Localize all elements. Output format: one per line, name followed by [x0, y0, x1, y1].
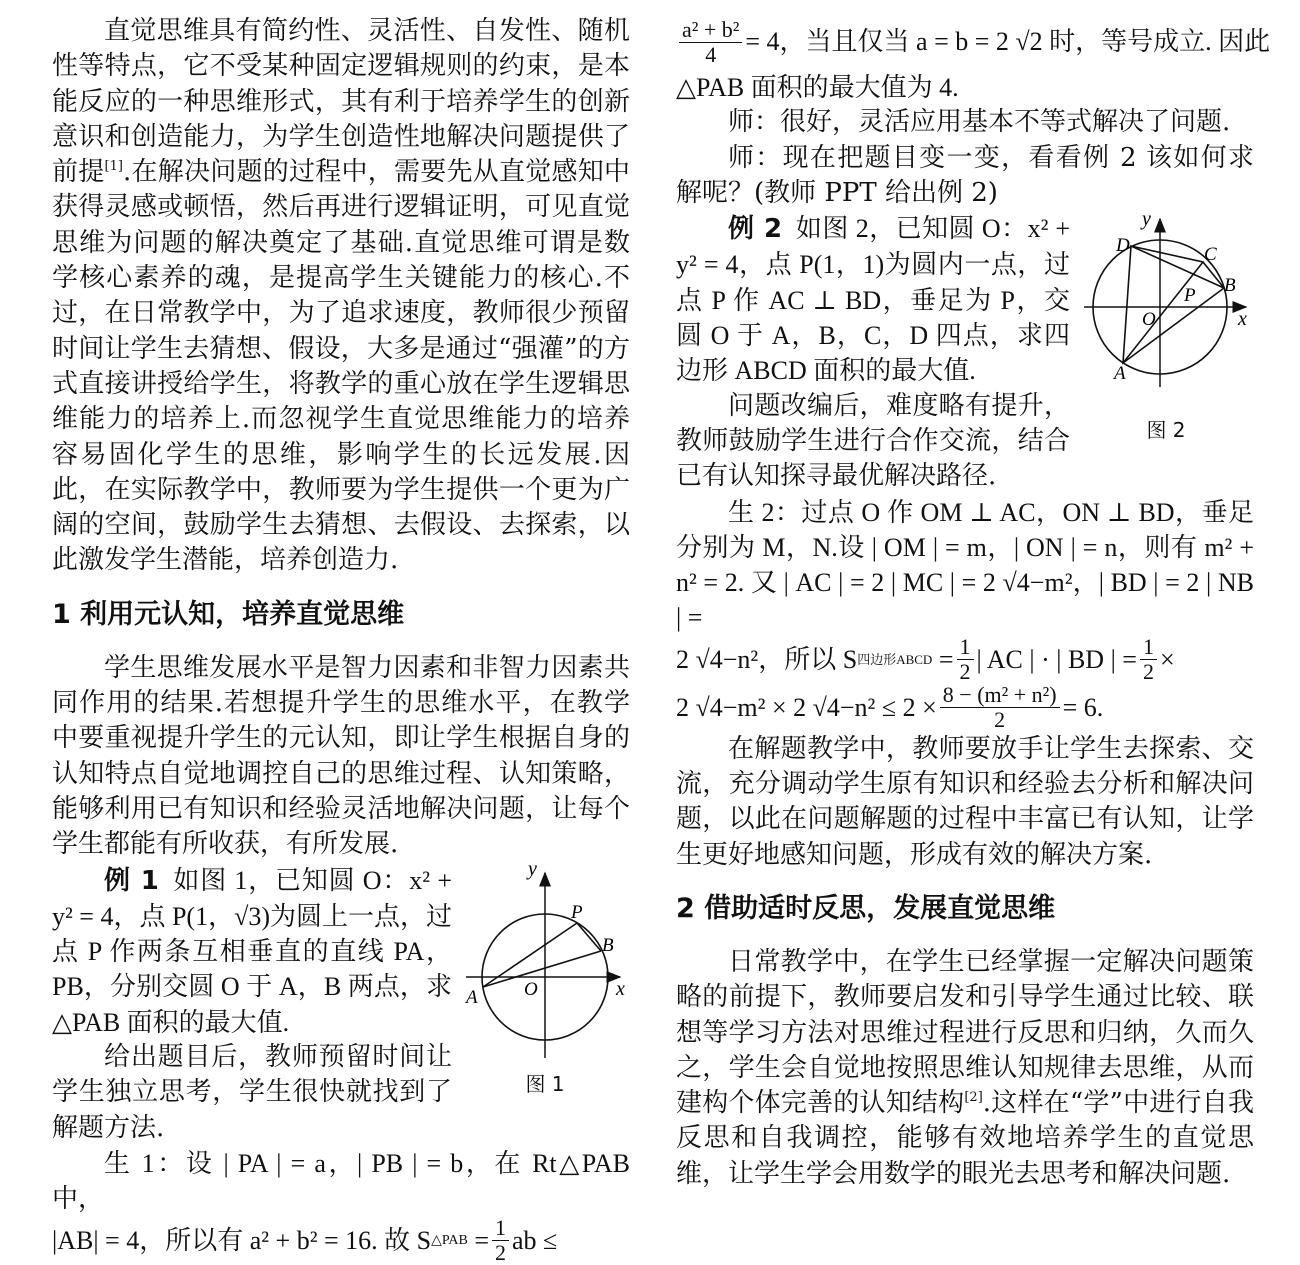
label-O: O [1142, 309, 1156, 331]
citation-ref-1[interactable]: [1] [104, 159, 123, 175]
section-2-heading: 2 借助适时反思，发展直觉思维 [676, 892, 1056, 924]
example-2-text: 例 2 如图 2，已知圆 O：x² + y² = 4，点 P(1，1)为圆内一点，过点 P 作 AC ⊥ BD，垂足为 P，交圆 O 于 A，B，C，D 四点，求四边形 ABCD 面积的最大值. [676, 214, 1070, 386]
example-2 [676, 211, 1254, 494]
label-P: P [1184, 285, 1196, 307]
teacher-comment-2: 师：现在把题目变一变，看看例 2 该如何求解呢？(教师 PPT 给出例 2) [676, 142, 1254, 208]
label-y: y [1142, 211, 1151, 231]
fraction-half: $\frac{1}{2}$ [1140, 635, 1157, 684]
figure-2-caption: 图 2 [1146, 418, 1186, 443]
max-area-statement: △PAB 面积的最大值为 4. [676, 73, 959, 102]
fraction-half: $\frac{1}{2}$ [957, 635, 974, 684]
figure-2-diagram [1078, 211, 1254, 407]
figure-1-diagram [460, 863, 630, 1061]
fraction-8-minus: $\frac{\text{8 − (m² + n²)}}{2}$ [940, 683, 1060, 732]
label-D: D [1116, 235, 1130, 257]
label-x: x [616, 977, 625, 1000]
section-1-paragraph: 学生思维发展水平是智力因素和非智力因素共同作用的结果.若想提升学生的思维水平，在教学中要重视提升学生的元认知，即让学生根据自身的认知特点自觉地调控自己的思维过程、认知策略，能够利用已有知识和经验灵活地解决问题，让每个学生都能有所收获，有所发展. [52, 652, 630, 860]
right-column [676, 14, 1271, 1192]
label-P: P [571, 901, 583, 923]
label-A: A [1114, 363, 1126, 385]
teaching-paragraph: 在解题教学中，教师要放手让学生去探索、交流，充分调动学生原有知识和经验去分析和解决问题，以此在问题解题的过程中丰富已有认知，让学生更好地感知问题，形成有效的解决方案. [676, 733, 1254, 870]
continued-equation: $\frac{\text{a² + b²}}{4}$ = 4，当且仅当 a = b = 2 √2 时，等号成立. 因此 [676, 14, 1254, 70]
figure-1-caption: 图 1 [525, 1071, 565, 1096]
figure-1 [460, 863, 630, 1097]
teacher-comment-1: 师：很好，灵活应用基本不等式解决了问题. [728, 107, 1231, 138]
intro-paragraph: 直觉思维具有简约性、灵活性、自发性、随机性等特点，它不受某种固定逻辑规则的约束，是本能反应的一种思维形式，其有利于培养学生的创新意识和创造能力，为学生创造性地解决问题提供了前提[1].在解决问题的过程中，需要先从直觉感知中获得灵感或顿悟，然后再进行逻辑证明，可见直觉思维为问题的解决奠定了基础.直觉思维可谓是数学核心素养的魂，是提高学生关键能力的核心.不过，在日常教学中，为了追求速度，教师很少预留时间让学生去猜想、假设，大多是通过“强灌”的方式直接讲授给学生，将教学的重心放在学生逻辑思维能力的培养上.而忽视学生直觉思维能力的培养容易固化学生的思维，影响学生的长远发展.因此，在实际教学中，教师要为学生提供一个更为广阔的空间，鼓励学生去猜想、去假设、去探索，以此激发学生潜能，培养创造力. [52, 16, 630, 576]
label-x: x [1238, 308, 1247, 331]
example-1 [52, 863, 630, 1146]
section-2-paragraph: 日常教学中，在学生已经掌握一定解决问题策略的前提下，教师要启发和引导学生通过比较、联想等学习方法对思维过程进行反思和归纳，久而久之，学生会自觉地按照思维认知规律去思维，从而建构个体完善的认知结构[2].这样在“学”中进行自我反思和自我调控，能够有效地培养学生的直觉思维，让学生学会用数学的眼光去思考和解决问题. [676, 946, 1254, 1189]
example-2-label: 例 2 [728, 214, 783, 245]
student-2-equation-1: 2 √4−n²，所以 S 四边形ABCD = $\frac{1}{2}$ | AC | · | BD | = $\frac{1}{2}$ × [676, 634, 1175, 685]
after-example-2: 问题改编后，难度略有提升，教师鼓励学生进行合作交流，结合已有认知探寻最优解决路径. [676, 390, 1070, 492]
figure-2 [1078, 211, 1254, 443]
label-C: C [1204, 244, 1217, 266]
fraction-half: $\frac{1}{2}$ [492, 1216, 509, 1265]
example-1-label: 例 1 [104, 865, 159, 896]
label-A: A [466, 986, 478, 1008]
example-1-text: 例 1 如图 1，已知圆 O：x² + y² = 4，点 P(1，√3)为圆上一点，过点 P 作两条互相垂直的直线 PA，PB，分别交圆 O 于 A，B 两点，求△PAB 面积的最大值. [52, 865, 453, 1037]
label-B: B [1224, 275, 1236, 297]
left-column [52, 14, 630, 1265]
segment-PB [577, 923, 601, 951]
student-1-equation: |AB| = 4，所以有 a² + b² = 16. 故 S △PAB = $\frac{1}{2}$ ab ≤ [52, 1215, 558, 1265]
student-2-solution: 生 2：过点 O 作 OM ⊥ AC，ON ⊥ BD，垂足分别为 M，N.设 | OM | = m，| ON | = n，则有 m² + n² = 2. 又 | AC | = 2 | MC | = 2 √4−m²，| BD | = 2 | NB | = [676, 497, 1254, 633]
after-example-1: 给出题目后，教师预留时间让学生独立思考，学生很快就找到了解题方法. [52, 1042, 452, 1143]
student-2-equation-2: 2 √4−m² × 2 √4−n² ≤ 2 × $\frac{\text{8 − (m² + n²)}}{2}$ = 6. [676, 682, 1104, 733]
label-y: y [528, 862, 537, 880]
student-1-solution: 生 1：设 | PA | = a，| PB | = b，在 Rt△PAB 中， [52, 1148, 630, 1214]
citation-ref-2[interactable]: [2] [964, 1090, 983, 1106]
label-B: B [602, 934, 614, 956]
section-1-heading: 1 利用元认知，培养直觉思维 [52, 598, 405, 630]
segment-AB [483, 951, 601, 987]
label-O: O [524, 978, 538, 1000]
fraction-a2b2-over-4: $\frac{\text{a² + b²}}{4}$ [679, 18, 742, 67]
